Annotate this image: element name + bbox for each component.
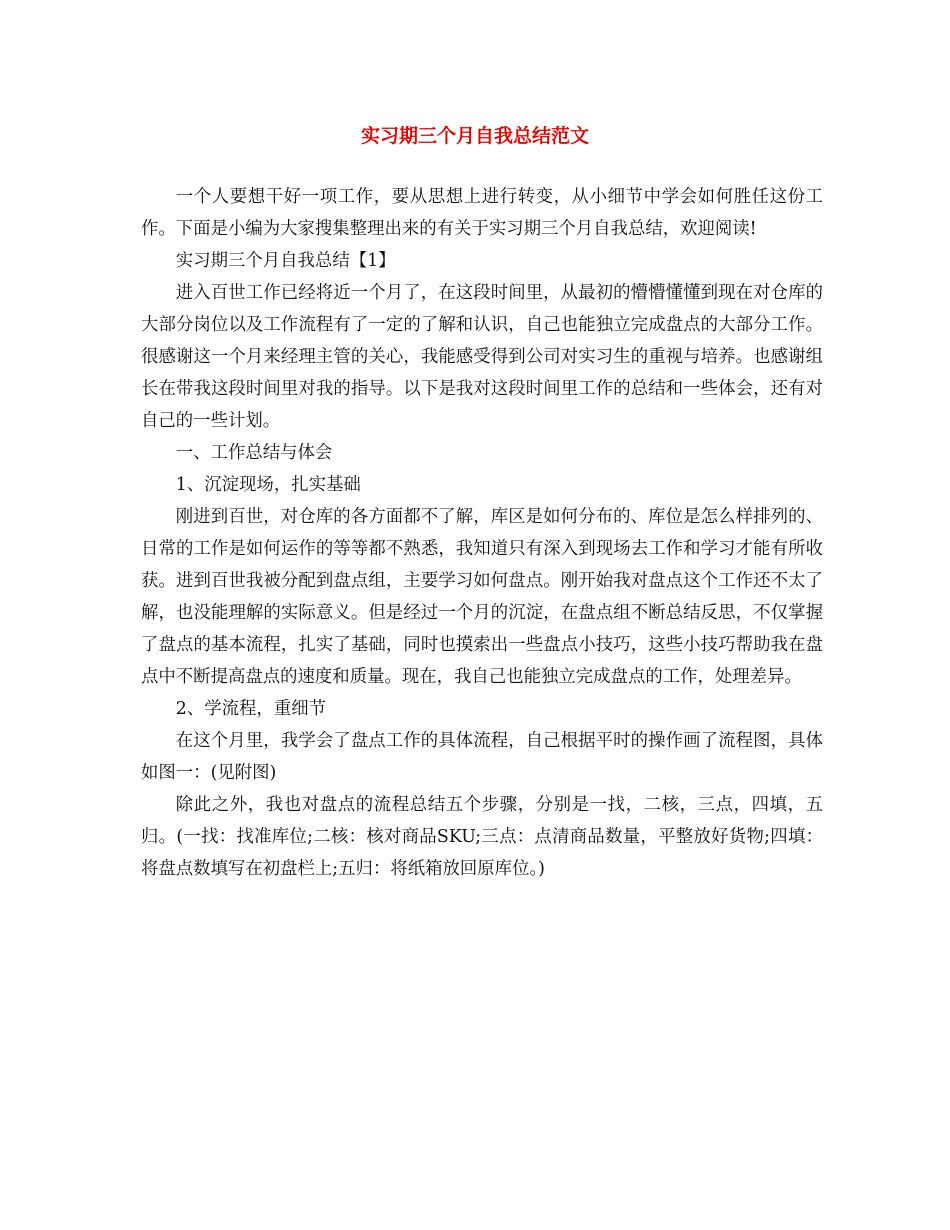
body-paragraph: 进入百世工作已经将近一个月了，在这段时间里，从最初的懵懵懂懂到现在对仓库的大部分岗位以及工作流程有了一定的了解和认识，自己也能独立完成盘点的大部分工作。很感谢这一个月来经理主管的关心，我能感受得到公司对实习生的重视与培养。也感谢组长在带我这段时间里对我的指导。以下是我对这段时间里工作的总结和一些体会，还有对自己的一些计划。 (141, 283, 823, 431)
body-paragraph: 在这个月里，我学会了盘点工作的具体流程，自己根据平时的操作画了流程图，具体如图一：(见附图) (141, 731, 823, 783)
body-paragraph: 除此之外，我也对盘点的流程总结五个步骤，分别是一找，二核，三点，四填，五归。(一找：找准库位;二核：核对商品SKU;三点：点清商品数量，平整放好货物;四填：将盘点数填写在初盘栏上;五归：将纸箱放回原库位。) (141, 795, 823, 879)
subsection-heading: 一、工作总结与体会 (175, 443, 333, 463)
document-body (141, 181, 823, 885)
document-title: 实习期三个月自我总结范文 (360, 125, 589, 147)
intro-paragraph: 一个人要想干好一项工作，要从思想上进行转变，从小细节中学会如何胜任这份工作。下面是小编为大家搜集整理出来的有关于实习期三个月自我总结，欢迎阅读! (141, 187, 823, 239)
item-heading: 2、学流程，重细节 (175, 699, 326, 719)
item-heading: 1、沉淀现场，扎实基础 (175, 475, 361, 495)
section-heading: 实习期三个月自我总结【1】 (175, 251, 396, 271)
body-paragraph: 刚进到百世，对仓库的各方面都不了解，库区是如何分布的、库位是怎么样排列的、日常的工作是如何运作的等等都不熟悉，我知道只有深入到现场去工作和学习才能有所收获。进到百世我被分配到盘点组，主要学习如何盘点。刚开始我对盘点这个工作还不太了解，也没能理解的实际意义。但是经过一个月的沉淀，在盘点组不断总结反思，不仅掌握了盘点的基本流程，扎实了基础，同时也摸索出一些盘点小技巧，这些小技巧帮助我在盘点中不断提高盘点的速度和质量。现在，我自己也能独立完成盘点的工作，处理差异。 (141, 507, 823, 687)
